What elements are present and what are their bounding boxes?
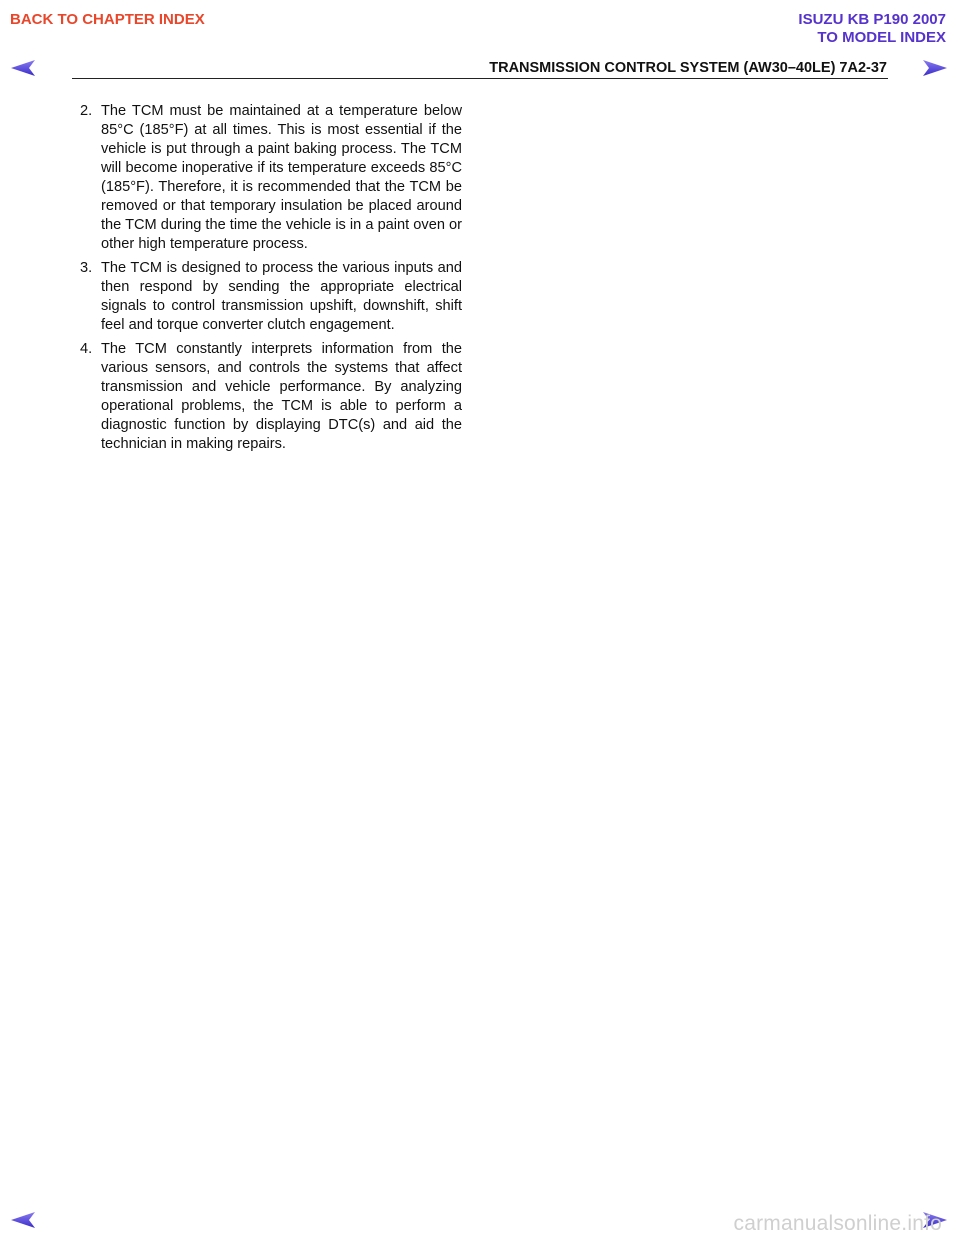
list-item-text: The TCM must be maintained at a temperature below 85°C (185°F) at all times. This is most essential if the vehicle is put through a paint baking process. The TCM will become inoperative if its temperature exceeds 85°C (185°F). Therefore, it is recommended that the TCM be removed or that temporary insulation be placed around the TCM during the time the vehicle is in a paint oven or other high temperature process. — [101, 103, 462, 252]
document-body — [80, 102, 462, 459]
list-item-number: 3. — [80, 260, 93, 276]
list-item-number: 2. — [80, 103, 93, 119]
list-item-text: The TCM is designed to process the various inputs and then respond by sending the appropriate electrical signals to control transmission upshift, downshift, shift feel and torque converter clutch engagement. — [101, 260, 462, 333]
list-item — [80, 259, 462, 335]
model-title-link[interactable]: ISUZU KB P190 2007 — [798, 11, 946, 28]
back-to-chapter-index-link[interactable]: BACK TO CHAPTER INDEX — [10, 11, 205, 28]
list-item-number: 4. — [80, 341, 93, 357]
next-page-arrow-icon[interactable] — [922, 59, 948, 77]
list-item — [80, 340, 462, 454]
to-model-index-link[interactable]: TO MODEL INDEX — [817, 29, 946, 46]
page-header-title: TRANSMISSION CONTROL SYSTEM (AW30–40LE) 7A2-37 — [489, 60, 887, 76]
previous-page-arrow-icon[interactable] — [10, 59, 36, 77]
previous-page-arrow-icon[interactable] — [10, 1211, 36, 1229]
header-divider — [72, 78, 888, 79]
watermark: carmanualsonline.info — [733, 1212, 942, 1235]
list-item-text: The TCM constantly interprets information from the various sensors, and controls the systems that affect transmission and vehicle performance. By analyzing operational problems, the TCM is able to perform a diagnostic function by displaying DTC(s) and aid the technician in making repairs. — [101, 341, 462, 452]
list-item — [80, 102, 462, 254]
